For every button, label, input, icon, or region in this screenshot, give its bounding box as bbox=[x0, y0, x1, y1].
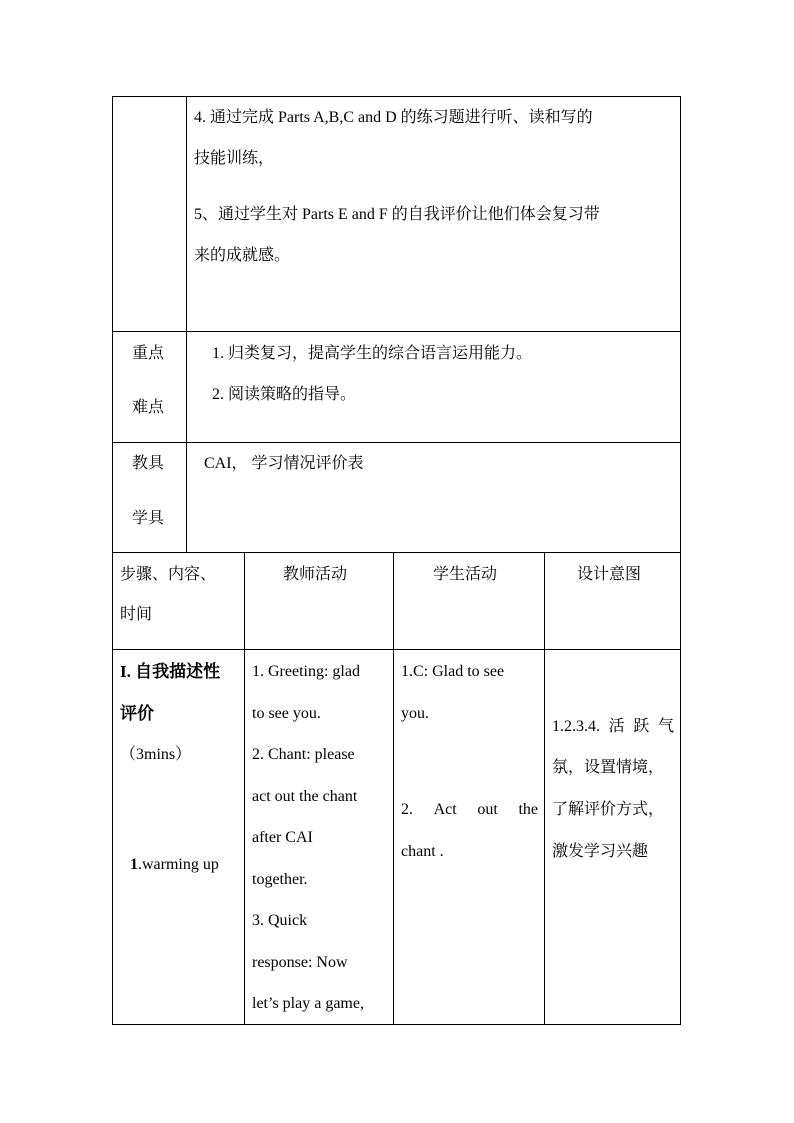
row-divider bbox=[112, 442, 681, 443]
key-point-item-1: 1. 归类复习，提高学生的综合语言运用能力。 bbox=[212, 345, 533, 362]
row-divider bbox=[112, 649, 681, 650]
design-line3: 了解评价方式， bbox=[552, 801, 665, 818]
design-word: 气 bbox=[657, 718, 674, 735]
difficulty-label: 难点 bbox=[132, 399, 165, 416]
step-sub-text: .warming up bbox=[138, 856, 219, 873]
student-act-word: Act bbox=[433, 801, 457, 818]
objective-item-5-line2: 来的成就感。 bbox=[194, 247, 291, 264]
design-word: 跃 bbox=[633, 718, 650, 735]
objective-item-4-line2: 技能训练， bbox=[194, 150, 275, 167]
teacher-line: together. bbox=[252, 871, 308, 888]
design-word: 活 bbox=[608, 718, 625, 735]
column-divider bbox=[186, 96, 187, 552]
tools-value: CAI， 学习情况评价表 bbox=[204, 455, 364, 472]
column-divider bbox=[393, 552, 394, 1025]
student-line4: chant . bbox=[401, 843, 444, 860]
student-act-word: out bbox=[477, 801, 498, 818]
column-divider bbox=[544, 552, 545, 1025]
teacher-line: let’s play a game, bbox=[252, 995, 364, 1012]
header-design-intent: 设计意图 bbox=[577, 566, 642, 583]
student-line2: you. bbox=[401, 705, 429, 722]
step-title-line1: I. 自我描述性 bbox=[120, 662, 221, 681]
key-point-item-2: 2. 阅读策略的指导。 bbox=[212, 386, 357, 403]
objective-item-5-line1: 5、通过学生对 Parts E and F 的自我评价让他们体会复习带 bbox=[194, 206, 600, 223]
teacher-line: 2. Chant: please bbox=[252, 746, 355, 763]
learning-tools-label: 学具 bbox=[132, 510, 165, 527]
step-warming-up bbox=[130, 855, 219, 875]
column-divider bbox=[244, 552, 245, 1025]
design-line2: 氛，设置情境， bbox=[552, 759, 665, 776]
design-word: 1.2.3.4. bbox=[552, 718, 600, 735]
teacher-line: act out the chant bbox=[252, 788, 358, 805]
table-border-top bbox=[112, 96, 681, 97]
header-steps-line2: 时间 bbox=[120, 606, 153, 623]
step-title-line2: 评价 bbox=[120, 704, 154, 723]
header-student-activity: 学生活动 bbox=[433, 566, 498, 583]
key-points-label: 重点 bbox=[132, 345, 165, 362]
teacher-line: to see you. bbox=[252, 705, 321, 722]
row-divider bbox=[112, 552, 681, 553]
student-act-word: the bbox=[518, 801, 538, 818]
table-border-left bbox=[112, 96, 113, 1025]
teaching-tools-label: 教具 bbox=[132, 455, 165, 472]
teacher-line: 3. Quick bbox=[252, 912, 308, 929]
header-teacher-activity: 教师活动 bbox=[283, 566, 348, 583]
design-line1 bbox=[552, 717, 674, 737]
objective-item-4-line1: 4. 通过完成 Parts A,B,C and D 的练习题进行听、读和写的 bbox=[194, 109, 593, 126]
design-line4: 激发学习兴趣 bbox=[552, 843, 649, 860]
table-border-right bbox=[680, 96, 681, 1025]
step-time: （3mins） bbox=[120, 746, 192, 763]
teacher-line: response: Now bbox=[252, 954, 348, 971]
student-line1: 1.C: Glad to see bbox=[401, 663, 505, 680]
teacher-line: after CAI bbox=[252, 829, 313, 846]
student-act-line bbox=[401, 800, 538, 820]
student-act-word: 2. bbox=[401, 801, 413, 818]
teacher-line: 1. Greeting: glad bbox=[252, 663, 360, 680]
step-sub-number: 1 bbox=[130, 856, 138, 873]
table-border-bottom bbox=[112, 1024, 681, 1025]
header-steps-line1: 步骤、内容、 bbox=[120, 566, 217, 583]
row-divider bbox=[112, 331, 681, 332]
